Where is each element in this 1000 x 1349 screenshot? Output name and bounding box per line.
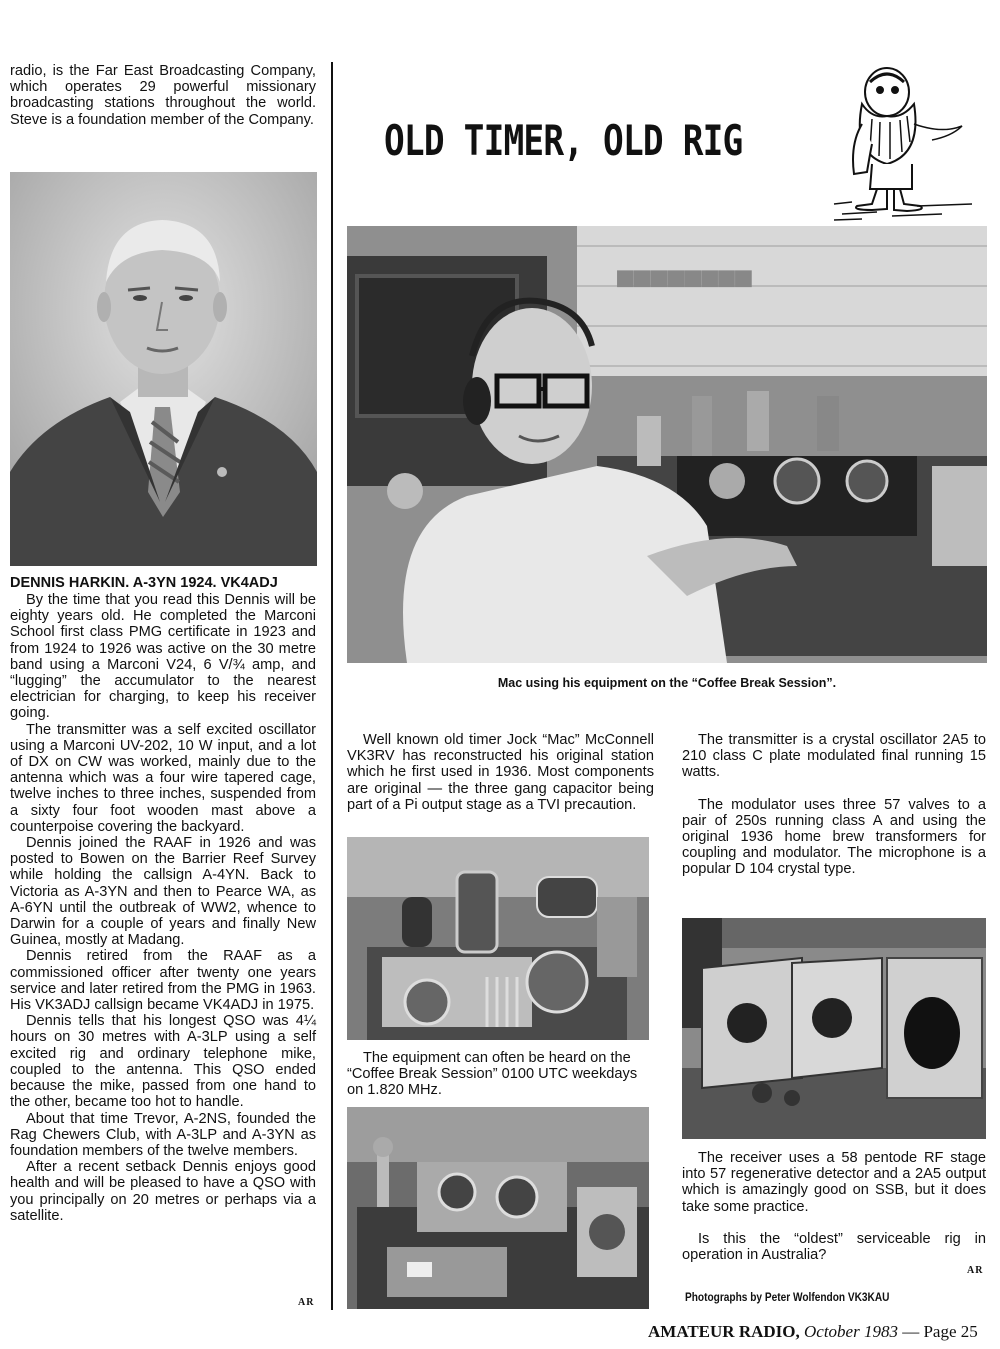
article-title: OLD TIMER, OLD RIG [384, 116, 743, 165]
svg-text:■■■■■■■■: ■■■■■■■■ [617, 260, 752, 293]
left-paragraph: After a recent setback Dennis enjoys good health and will be pleased to have a QSO with you principally on 20 metres or perhaps via a satellite. [10, 1159, 316, 1224]
left-body [10, 592, 316, 1224]
left-paragraph: Dennis retired from the RAAF as a commissioned officer after twenty one years service and later retired from the PMG in 1963. His VK3ADJ callsign became VK4ADJ in 1975. [10, 948, 316, 1014]
middle-body [347, 732, 654, 813]
left-paragraph: Dennis tells that his longest QSO was 4¼ hours on 30 metres with A-3LP using a self excited rig and ordinary telephone mike, coupled to the antenna. This QSO ended because the mike, passed from one hand to the other, became too hot to handle. [10, 1013, 316, 1111]
left-paragraph: By the time that you read this Dennis will be eighty years old. He completed the Marconi School first class PMG certificate in 1923 and from 1924 to 1926 was active on the 30 metre band using a Marconi V24, 6 V/¾ amp, and “lugging” the accumulator to the nearest electrician for charging, to keep his receiver going. [10, 592, 316, 722]
left-paragraph: About that time Trevor, A-2NS, founded the Rag Chewers Club, with A-3LP and A-3YN as foundation members of the twelve members. [10, 1110, 316, 1159]
equipment-photo-1 [347, 837, 649, 1040]
footer-page: — Page 25 [902, 1322, 978, 1341]
equipment-photo-2 [347, 1107, 649, 1309]
intro-paragraph: radio, is the Far East Broadcasting Company, which operates 29 powerful missionary broadcasting stations throughout the world. Steve is a foundation member of the Company. [10, 63, 316, 128]
right-body-top [682, 732, 986, 878]
right-end-mark: AR [967, 1265, 984, 1276]
footer-date: October 1983 [804, 1322, 898, 1341]
middle-caption [347, 1050, 654, 1099]
portrait-photo [10, 172, 317, 566]
left-heading: DENNIS HARKIN. A-3YN 1924. VK4ADJ [10, 575, 278, 591]
right-paragraph: The transmitter is a crystal oscillator 2A5 to 210 class C plate modulated final running 15 watts. [682, 732, 986, 781]
column-divider [331, 62, 333, 1310]
middle-photo-caption: The equipment can often be heard on the “Coffee Break Session” 0100 UTC weekdays on 1.820 MHz. [347, 1050, 638, 1099]
right-paragraph: The modulator uses three 57 valves to a pair of 250s running class A and using the original 1936 home brew transformers for coupling and modulator. The microphone is a popular D 104 crystal type. [682, 796, 986, 878]
left-paragraph: Dennis joined the RAAF in 1926 and was posted to Bowen on the Barrier Reef Survey while holding the callsign A-4YN. Back to Victoria as A-3YN and then to Pearce WA, as A-6YN until the outbreak of WW2, whence to Darwin for a couple of years and finally New Guinea, mostly at Madang. [10, 835, 316, 949]
main-station-photo [347, 226, 987, 663]
left-intro-text [10, 63, 316, 128]
bearded-old-timer-cartoon-icon [832, 64, 982, 224]
main-photo-caption: Mac using his equipment on the “Coffee Break Session”. [497, 676, 837, 690]
right-body-bottom [682, 1150, 986, 1263]
left-end-mark: AR [298, 1297, 315, 1308]
footer-magazine: AMATEUR RADIO, [648, 1322, 800, 1341]
left-paragraph: The transmitter was a self excited oscillator using a Marconi UV-202, 10 W input, and a lot of DX on CW was worked, mainly due to the antenna which was a four wire tapered cage, twelve inches to three inches, suspended from a sixty four foot wooden mast above a counterpoise covering the backyard. [10, 721, 316, 835]
page-footer [648, 1322, 978, 1342]
photo-credit: Photographs by Peter Wolfendon VK3KAU [685, 1292, 890, 1304]
right-paragraph: The receiver uses a 58 pentode RF stage into 57 regenerative detector and a 2A5 output which is amazingly good on SSB, but it does take some practice. [682, 1150, 986, 1215]
right-paragraph: Is this the “oldest” serviceable rig in operation in Australia? [682, 1230, 986, 1264]
middle-paragraph: Well known old timer Jock “Mac” McConnell VK3RV has reconstructed his original station which he first used in 1936. Most components are original — the three gang capacitor being part of a Pi output stage as a TVI precaution. [347, 732, 654, 813]
receiver-photo [682, 918, 986, 1139]
